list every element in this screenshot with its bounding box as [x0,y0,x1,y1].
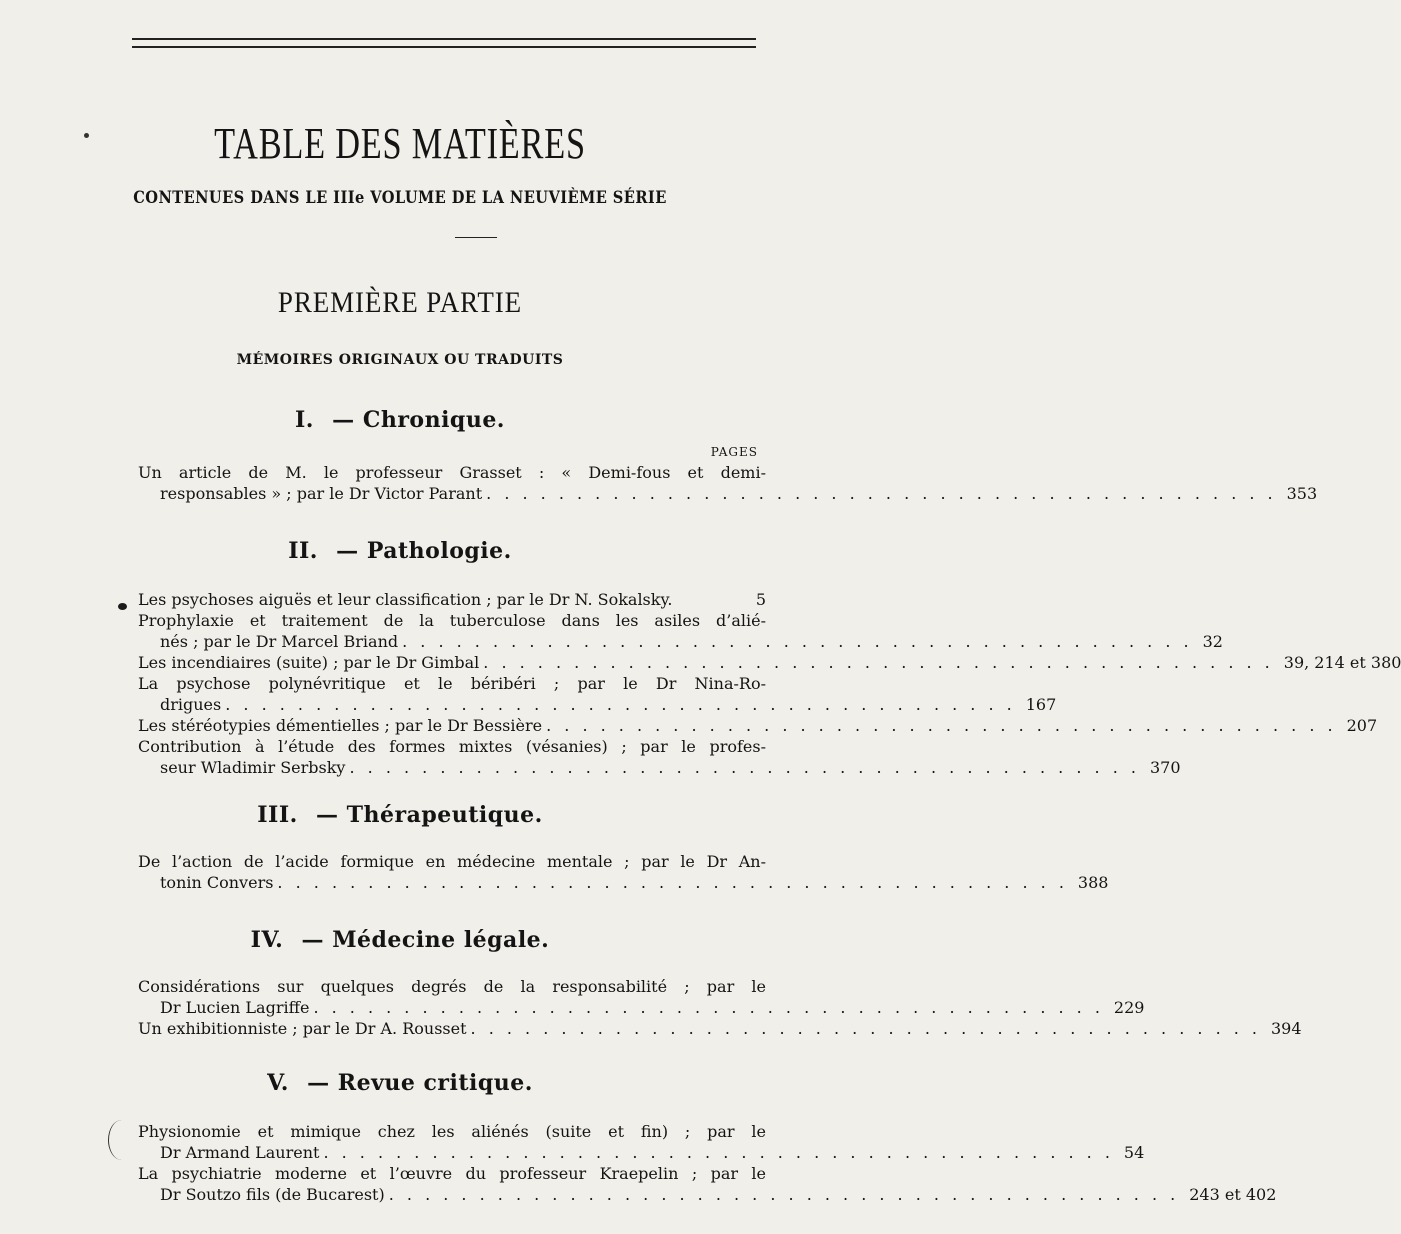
leader-dots: . . . . . . . . . . . . . . . . . . . . . . . . . . . . . . . . . . . . . . . . . . . . [277,873,1068,892]
leader-dots: . . . . . . . . . . . . . . . . . . . . . . . . . . . . . . . . . . . . . . . . . . . . [546,716,1337,735]
toc-entry[interactable] [138,715,1378,736]
section-number: I. [295,407,314,433]
entry-text: Les stéréotypies démentielles ; par le Dr Bessière [138,716,543,735]
page-number: 353 [1286,484,1318,503]
toc-entry[interactable] [138,610,1223,652]
page-number: 167 [1025,695,1057,714]
page-subtitle: CONTENUES DANS LE IIIe VOLUME DE LA NEUVIÈME SÉRIE [133,188,667,208]
leader-dots: . . . . . . . . . . . . . . . . . . . . . . . . . . . . . . . . . . . . . . . . . . . . [323,1143,1114,1162]
leader-dots: . . . . . . . . . . . . . . . . . . . . . . . . . . . . . . . . . . . . . . . . . . . . [349,758,1140,777]
entry-text: Contribution à l’étude des formes mixtes (vésanies) ; par le profes- [138,737,766,756]
section-number: IV. [250,927,284,953]
toc-entry[interactable] [138,462,1318,504]
entry-text: Dr Lucien Lagriffe [160,998,310,1017]
entry-text: seur Wladimir Serbsky [160,758,346,777]
entry-text: Un exhibitionniste ; par le Dr A. Rousset [138,1019,467,1038]
page-number: 229 [1113,998,1145,1017]
page-number: 39, 214 et 380 [1283,653,1401,672]
section-number: V. [267,1070,289,1096]
entry-text: responsables » ; par le Dr Victor Parant [160,484,483,503]
entry-text: drigues [160,695,222,714]
leader-dots: . . . . . . . . . . . . . . . . . . . . . . . . . . . . . . . . . . . . . . . . . . . . [486,484,1277,503]
page-number: 207 [1346,716,1378,735]
leader-dots: . . . . . . . . . . . . . . . . . . . . . . . . . . . . . . . . . . . . . . . . . . . . [225,695,1016,714]
toc-entry[interactable] [138,673,1057,715]
entry-text: De l’action de l’acide formique en médecine mentale ; par le Dr An- [138,852,766,871]
section-name: Thérapeutique. [346,802,543,828]
entry-text: Considérations sur quelques degrés de la responsabilité ; par le [138,977,766,996]
section-name: Revue critique. [337,1070,533,1096]
leader-dots: . . . . . . . . . . . . . . . . . . . . . . . . . . . . . . . . . . . . . . . . . . . . [388,1185,1180,1204]
toc-entry[interactable] [138,589,766,610]
leader-dots: . . . . . . . . . . . . . . . . . . . . . . . . . . . . . . . . . . . . . . . . . . . . [402,632,1193,651]
entry-text: tonin Convers [160,873,274,892]
entry-text: Un article de M. le professeur Grasset : « Demi-fous et demi- [138,463,766,482]
toc-entry[interactable] [138,1163,1277,1205]
section-dash: — [332,407,355,433]
section-heading-pathologie [0,538,800,564]
entry-text: Les psychoses aiguës et leur classification ; par le Dr N. Sokalsky. [138,590,673,609]
section-heading-therapeutique [0,802,800,828]
entry-text: Dr Armand Laurent [160,1143,320,1162]
divider [455,237,497,238]
ink-mark [118,603,127,610]
entry-text: La psychose polynévritique et le béribéri ; par le Dr Nina-Ro- [138,674,766,693]
top-rule [132,38,756,40]
entry-text: La psychiatrie moderne et l’œuvre du professeur Kraepelin ; par le [138,1164,766,1183]
part-subtitle: MÉMOIRES ORIGINAUX OU TRADUITS [236,352,564,368]
leader-dots: . . . . . . . . . . . . . . . . . . . . . . . . . . . . . . . . . . . . . . . . . . . . [483,653,1274,672]
section-number: III. [257,802,298,828]
part-title: PREMIÈRE PARTIE [277,286,523,319]
entry-text: Prophylaxie et traitement de la tuberculose dans les asiles d’alié- [138,611,766,630]
section-number: II. [288,538,318,564]
page-number: 394 [1271,1019,1302,1038]
entry-text: Les incendiaires (suite) ; par le Dr Gimbal [138,653,480,672]
section-heading-medecine-legale [0,927,800,953]
page-number: 370 [1149,758,1181,777]
page-title: TABLE DES MATIÈRES [214,119,586,168]
page-number: 388 [1077,873,1109,892]
section-heading-revue-critique [0,1070,800,1096]
page-number: 54 [1123,1143,1145,1162]
toc-entry[interactable] [138,1121,1145,1163]
page-number: 32 [1202,632,1223,651]
toc-entry[interactable] [138,1018,1302,1039]
section-dash: — [301,927,325,953]
section-dash: — [336,538,359,564]
entry-text: nés ; par le Dr Marcel Briand [160,632,399,651]
section-heading-chronique [0,407,800,433]
section-dash: — [315,802,339,828]
section-name: Médecine légale. [332,927,550,953]
toc-entry[interactable] [138,736,1181,778]
leader-dots: . . . . . . . . . . . . . . . . . . . . . . . . . . . . . . . . . . . . . . . . . . . . [313,998,1104,1017]
page-number: 243 et 402 [1189,1185,1277,1204]
pages-label: PAGES [710,445,758,459]
handwritten-bracket [108,1120,135,1160]
toc-entry[interactable] [138,851,1109,893]
entry-text: Physionomie et mimique chez les aliénés (suite et fin) ; par le [138,1122,766,1141]
page-number: 5 [755,590,766,609]
section-name: Pathologie. [366,538,512,564]
toc-entry[interactable] [138,976,1145,1018]
entry-text: Dr Soutzo fils (de Bucarest) [160,1185,385,1204]
top-rule-inner [132,46,756,48]
section-dash: — [307,1070,330,1096]
toc-entry[interactable] [138,652,1401,673]
leader-dots: . . . . . . . . . . . . . . . . . . . . . . . . . . . . . . . . . . . . . . . . . . . . [470,1019,1261,1038]
section-name: Chronique. [362,407,505,433]
